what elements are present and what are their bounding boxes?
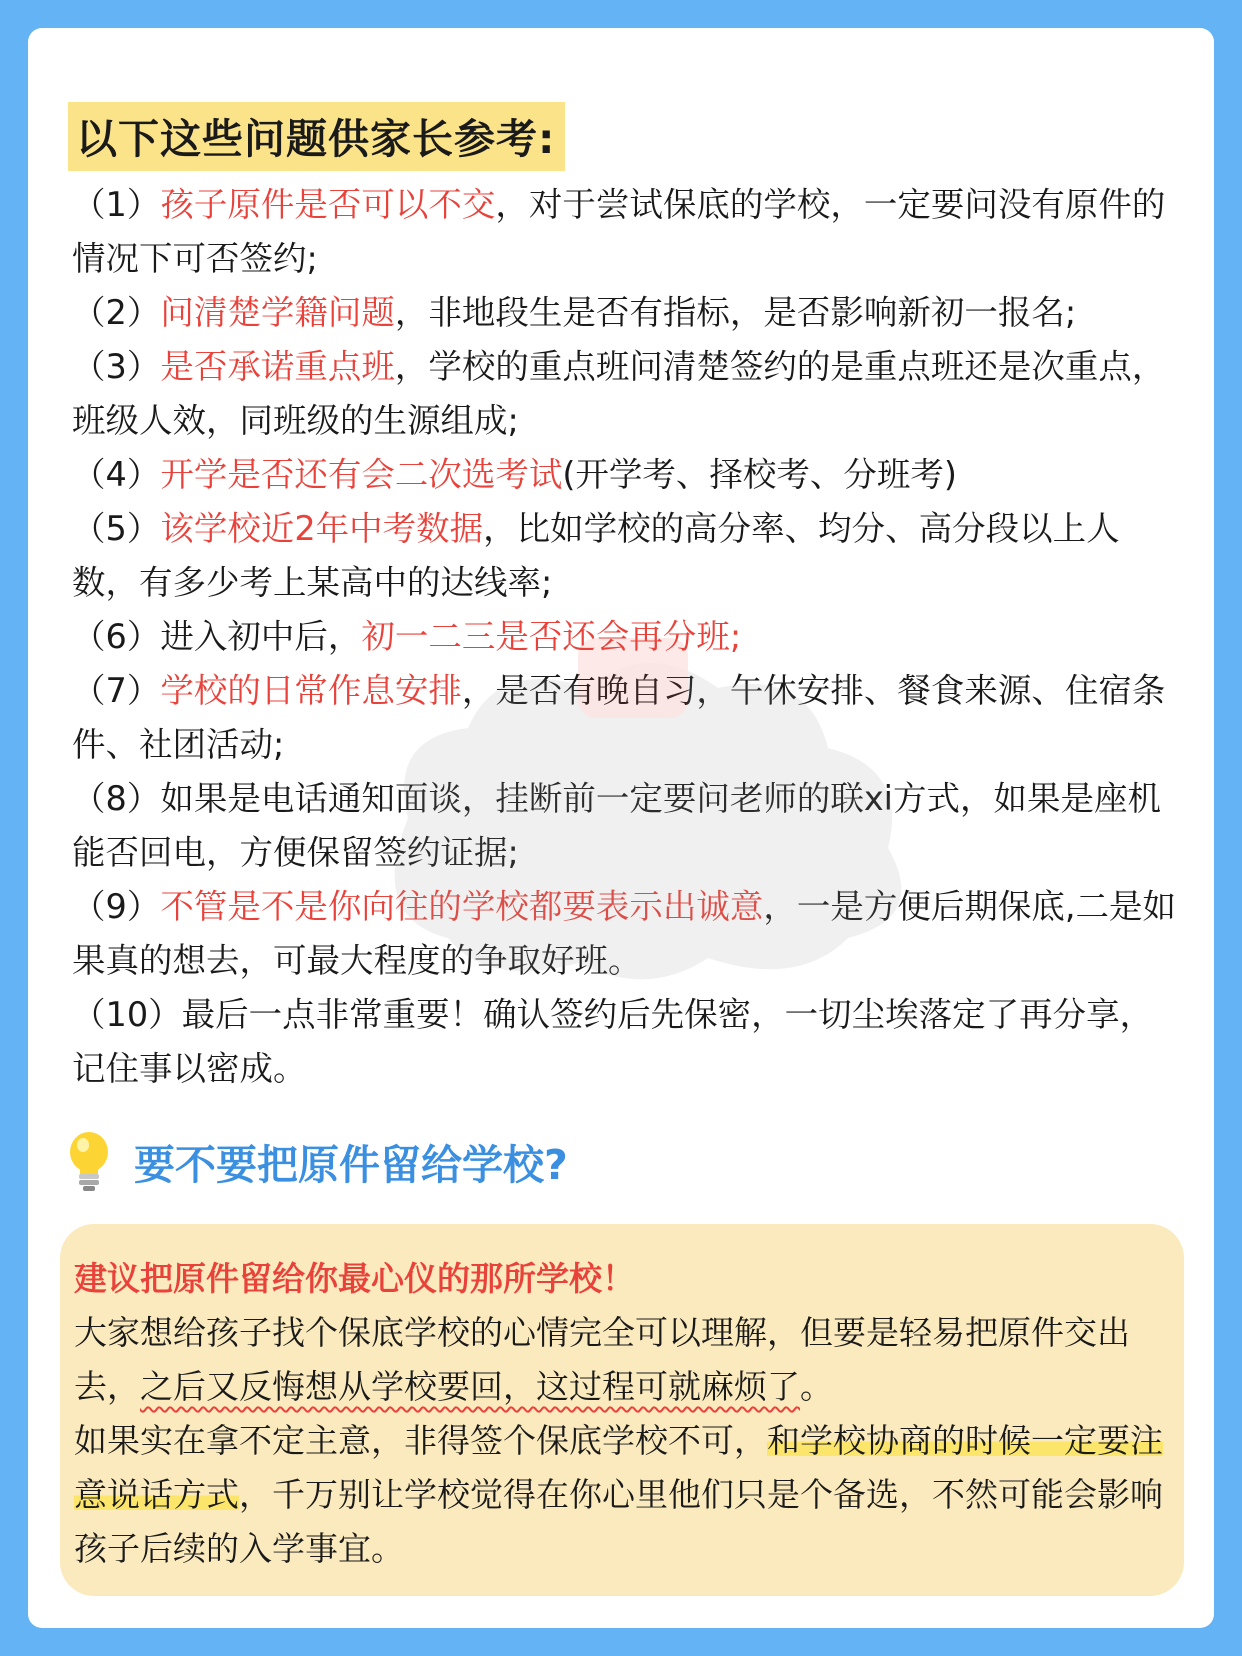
list-item: （1）孩子原件是否可以不交，对于尝试保底的学校，一定要问没有原件的情况下可否签约; (72, 185, 1166, 278)
content-card (28, 28, 1214, 1628)
list-item: （6）进入初中后，初一二三是否还会再分班; (72, 617, 742, 656)
section-title-text: 要不要把原件留给学校? (134, 1140, 568, 1189)
list-item: （2）问清楚学籍问题，非地段生是否有指标，是否影响新初一报名; (72, 293, 1077, 332)
list-item: （7）学校的日常作息安排，是否有晚自习，午休安排、餐食来源、住宿条件、社团活动; (72, 671, 1166, 764)
list-item: （8）如果是电话通知面谈，挂断前一定要问老师的联xi方式，如果是座机能否回电，方便保留签约证据; (72, 779, 1161, 872)
advice-paragraph-1: 大家想给孩子找个保底学校的心情完全可以理解，但要是轻易把原件交出去，之后又反悔想从学校要回，这过程可就麻烦了。 (74, 1313, 1130, 1406)
page-title: 以下这些问题供家长参考: (68, 102, 565, 171)
list-item: （4）开学是否还有会二次选考试(开学考、择校考、分班考) (72, 455, 957, 494)
list-item: （10）最后一点非常重要！确认签约后先保密，一切尘埃落定了再分享，记住事以密成。 (72, 995, 1154, 1088)
advice-heading: 建议把原件留给你最心仪的那所学校！ (74, 1259, 635, 1298)
list-item: （9）不管是不是你向往的学校都要表示出诚意，一是方便后期保底,二是如果真的想去，可最大程度的争取好班。 (72, 887, 1176, 980)
list-item: （3）是否承诺重点班，学校的重点班问清楚签约的是重点班还是次重点，班级人效，同班级的生源组成; (72, 347, 1166, 440)
advice-paragraph-2: 如果实在拿不定主意，非得签个保底学校不可，和学校协商的时候一定要注意说话方式，千万别让学校觉得在你心里他们只是个备选，不然可能会影响孩子后续的入学事宜。 (74, 1421, 1163, 1568)
question-list (72, 178, 1176, 1096)
advice-box (60, 1224, 1184, 1596)
lightbulb-icon (66, 1130, 112, 1192)
list-item: （5）该学校近2年中考数据，比如学校的高分率、均分、高分段以上人数，有多少考上某高中的达线率; (72, 509, 1120, 602)
title-wrap (68, 102, 565, 171)
section-heading (66, 1130, 568, 1192)
advice-text (74, 1252, 1172, 1576)
